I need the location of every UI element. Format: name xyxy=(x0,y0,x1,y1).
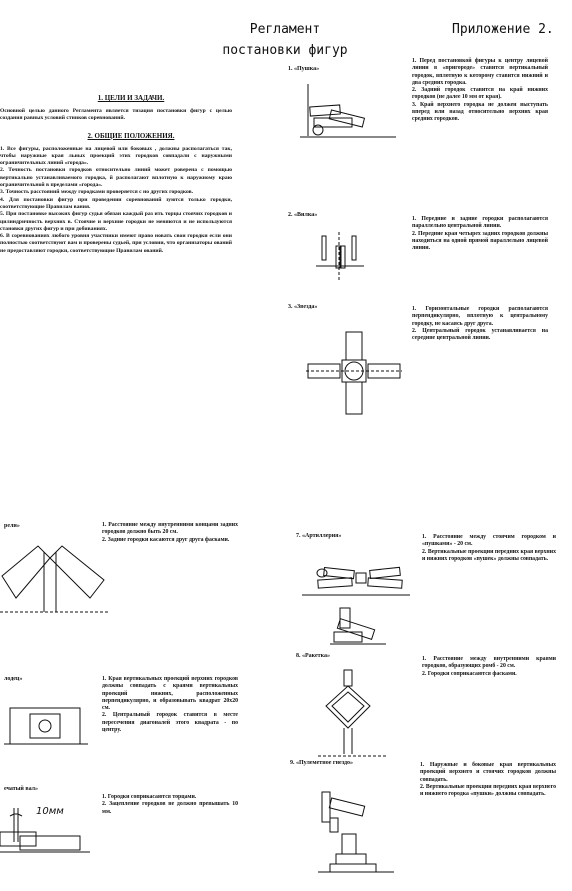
goals-text: Основной целью данного Регламента является тизация постановки фигур с целью создания равных условий стников соревнований. xyxy=(0,108,232,122)
figure-7-side-diagram xyxy=(330,608,390,648)
ten-mm-annotation: 10мм xyxy=(36,806,64,817)
page-title xyxy=(210,22,360,58)
figure-1-label: 1. «Пушка» xyxy=(288,66,320,72)
figure-9-description: 1. Наружные и боковые края вертикальных проекций верхнего и стоячих городков должны совпадать. 2. Вертикальные проекции передних края верхнего и нижнего городка «пушки» должны совпадать. xyxy=(420,762,556,798)
general-item-6: 6. В соревнованиях любого уровня участники имеют право новать свои городки если они полностью соответствуют вам и проверены судьей, при условии, что организаторы ований не предоставляют городки, соответствующие Правилам ований. xyxy=(0,233,232,254)
figure-1-description: 1. Перед постановкой фигуры к центру лицевой линии в «пригороде» ставится вертикальный городок, вплотную к которому ставится нижний и два средних городка. 2. Задний городок ставится на край нижних городков (не далее 10 мм от края). 3. Край верхнего городка не должен выступать вперед или назад относительно верхних края средних городков. xyxy=(412,58,548,123)
general-item-3: 3. Точность расстояний между городками проверяется с но других городков. xyxy=(0,189,194,196)
figure-9-label: 9. «Пулеметное гнездо» xyxy=(290,760,354,766)
figure-2-label: 2. «Вилка» xyxy=(288,212,318,218)
general-item-2: 2. Точность постановки городков относительно линий может роверена с помощью вертикально устанавливаемого городка, й располагают вплотную к наружному краю ограничительной в пределами «города». xyxy=(0,167,232,189)
figure-8-description: 1. Расстояние между внутренними краями городков, образующих ромб - 20 см. 2. Городки соприкасаются фасками. xyxy=(422,656,556,677)
general-heading: 2. ОБЩИЕ ПОЛОЖЕНИЯ. xyxy=(87,131,175,140)
figure-well-description: 1. Края вертикальных проекций верхних городков должны совпадать с краями вертикальных проекций нижних, расположенных перпендикулярно, и образовывать квадрат 20х20 см. 2. Центральный городок ставится в месте пересечения диагоналей этого квадрата - по центру. xyxy=(102,676,238,734)
figure-3-label: 3. «Звезда» xyxy=(288,304,318,310)
left-text-column xyxy=(0,94,232,255)
figure-3-diagram xyxy=(306,330,402,416)
figure-8-label: 8. «Ракетка» xyxy=(296,653,330,659)
figure-arrow-description: 1. Расстояние между внутренними концами задних городков должно быть 20 см. 2. Задние городки касаются друг друга фасками. xyxy=(102,522,238,543)
figure-7-top-diagram xyxy=(302,555,412,603)
goals-heading: 1. ЦЕЛИ И ЗАДАЧИ. xyxy=(97,94,165,102)
figure-arrow-label: рели» xyxy=(4,523,20,529)
figure-3-description: 1. Горизонтальные городки располагаются перпендикулярно, вплотную к центральному городку, не касаясь друг друга. 2. Центральный городок устанавливается на середине центральной линии. xyxy=(412,306,548,342)
general-item-5: 5. При постановке высоких фигур судья обязан каждый раз ить торцы стоячих городков и цилиндричность верхних в. Стоячие и верхние городки не меняются и не используются становки других фигур и при добиваниях. xyxy=(0,211,232,232)
general-item-4: 4. Для постановки фигур при проведении соревнований зуются только городки, соответствующие Правилам вания. xyxy=(0,196,232,210)
figure-2-diagram xyxy=(312,232,372,282)
appendix-label: Приложение 2. xyxy=(452,22,554,37)
figure-7-label: 7. «Артиллерия» xyxy=(296,533,342,539)
figure-shaft-label: ечатый вал» xyxy=(4,786,38,792)
figure-well-diagram xyxy=(4,700,90,750)
title-line-2: постановки фигур xyxy=(222,43,348,58)
figure-7-description: 1. Расстояние между стоячим городком и «пушками» - 20 см. 2. Вертикальные проекции передних края верхних и нижних городков «пушек» должны совпадать. xyxy=(422,534,556,562)
figure-8-diagram xyxy=(318,670,388,760)
figure-2-description: 1. Передние и задние городки располагаются параллельно центральной линии. 2. Передние края четырех задних городков должны находиться на одной прямой параллельно лицевой линии. xyxy=(412,216,548,252)
figure-well-label: лодец» xyxy=(4,676,23,682)
general-item-1: 1. Все фигуры, расположенные на лицевой или боковых , должны располагаться так, чтобы наружные края льных проекций этих городков совпадали с наружными ограничительных линий «города». xyxy=(0,145,232,167)
figure-9-diagram xyxy=(318,784,398,874)
figure-arrow-diagram xyxy=(0,540,120,615)
figure-1-diagram xyxy=(300,82,400,142)
title-line-1: Регламент xyxy=(249,22,321,37)
figure-shaft-description: 1. Городки соприкасаются торцами. 2. Зацепление городков не должно превышать 10 мм. xyxy=(102,794,238,815)
